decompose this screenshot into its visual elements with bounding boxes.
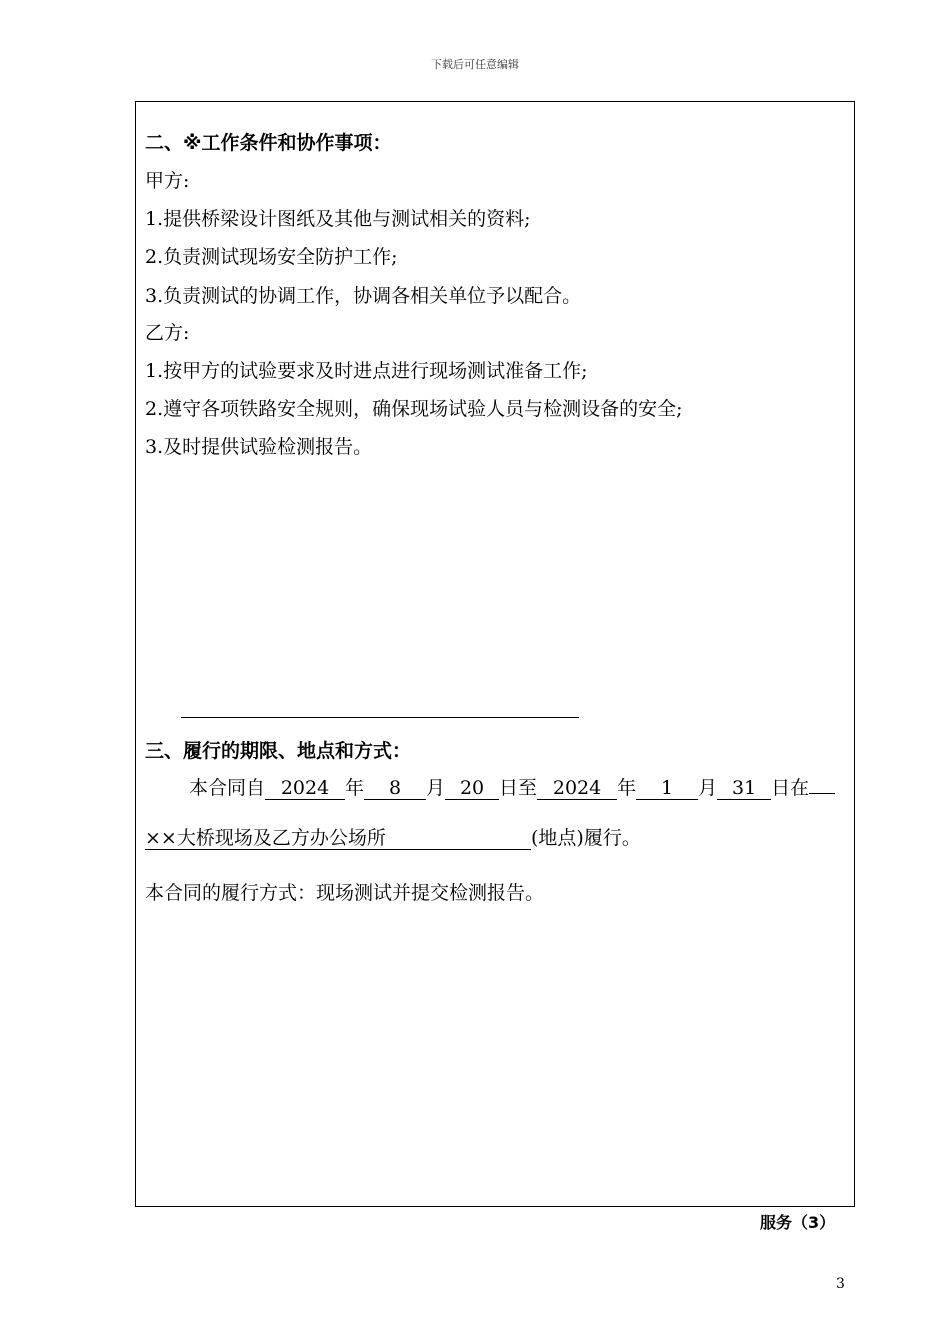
party-b-label: 乙方: [145,322,190,344]
party-a-item-2: 2.负责测试现场安全防护工作; [145,246,398,268]
month-char: 月 [426,777,446,799]
section-divider [181,717,579,718]
header-note: 下载后可任意编辑 [431,58,519,71]
party-a-item-1: 1.提供桥梁设计图纸及其他与测试相关的资料; [145,208,531,230]
end-year: 2024 [537,777,617,800]
contract-period-line [189,776,835,800]
year-char-2: 年 [617,777,637,799]
year-char: 年 [345,777,365,799]
performance-method-line: 本合同的履行方式：现场测试并提交检测报告。 [145,882,545,904]
start-day: 20 [445,777,499,800]
party-a-label: 甲方: [145,170,190,192]
place-suffix: (地点)履行。 [531,827,641,849]
party-a-item-3: 3.负责测试的协调工作，协调各相关单位予以配合。 [145,285,582,307]
start-month: 8 [364,777,426,800]
party-b-item-1: 1.按甲方的试验要求及时进点进行现场测试准备工作; [145,360,588,382]
at-text: 日在 [771,777,810,799]
contract-place-line [145,826,641,850]
page-number: 3 [836,1276,845,1292]
start-year: 2024 [265,777,345,800]
place-value: ××大桥现场及乙方办公场所 [145,827,531,850]
period-prefix: 本合同自 [189,777,266,799]
party-b-item-2: 2.遵守各项铁路安全规则，确保现场试验人员与检测设备的安全; [145,398,683,420]
end-month: 1 [636,777,698,800]
place-blank-start [809,793,835,794]
section-2-title: 二、※工作条件和协作事项： [145,132,392,154]
to-text: 日至 [499,777,538,799]
end-day: 31 [717,777,771,800]
service-label: 服务（3） [760,1213,836,1232]
party-b-item-3: 3.及时提供试验检测报告。 [145,436,373,458]
month-char-2: 月 [698,777,718,799]
section-3-title: 三、履行的期限、地点和方式： [145,740,412,762]
